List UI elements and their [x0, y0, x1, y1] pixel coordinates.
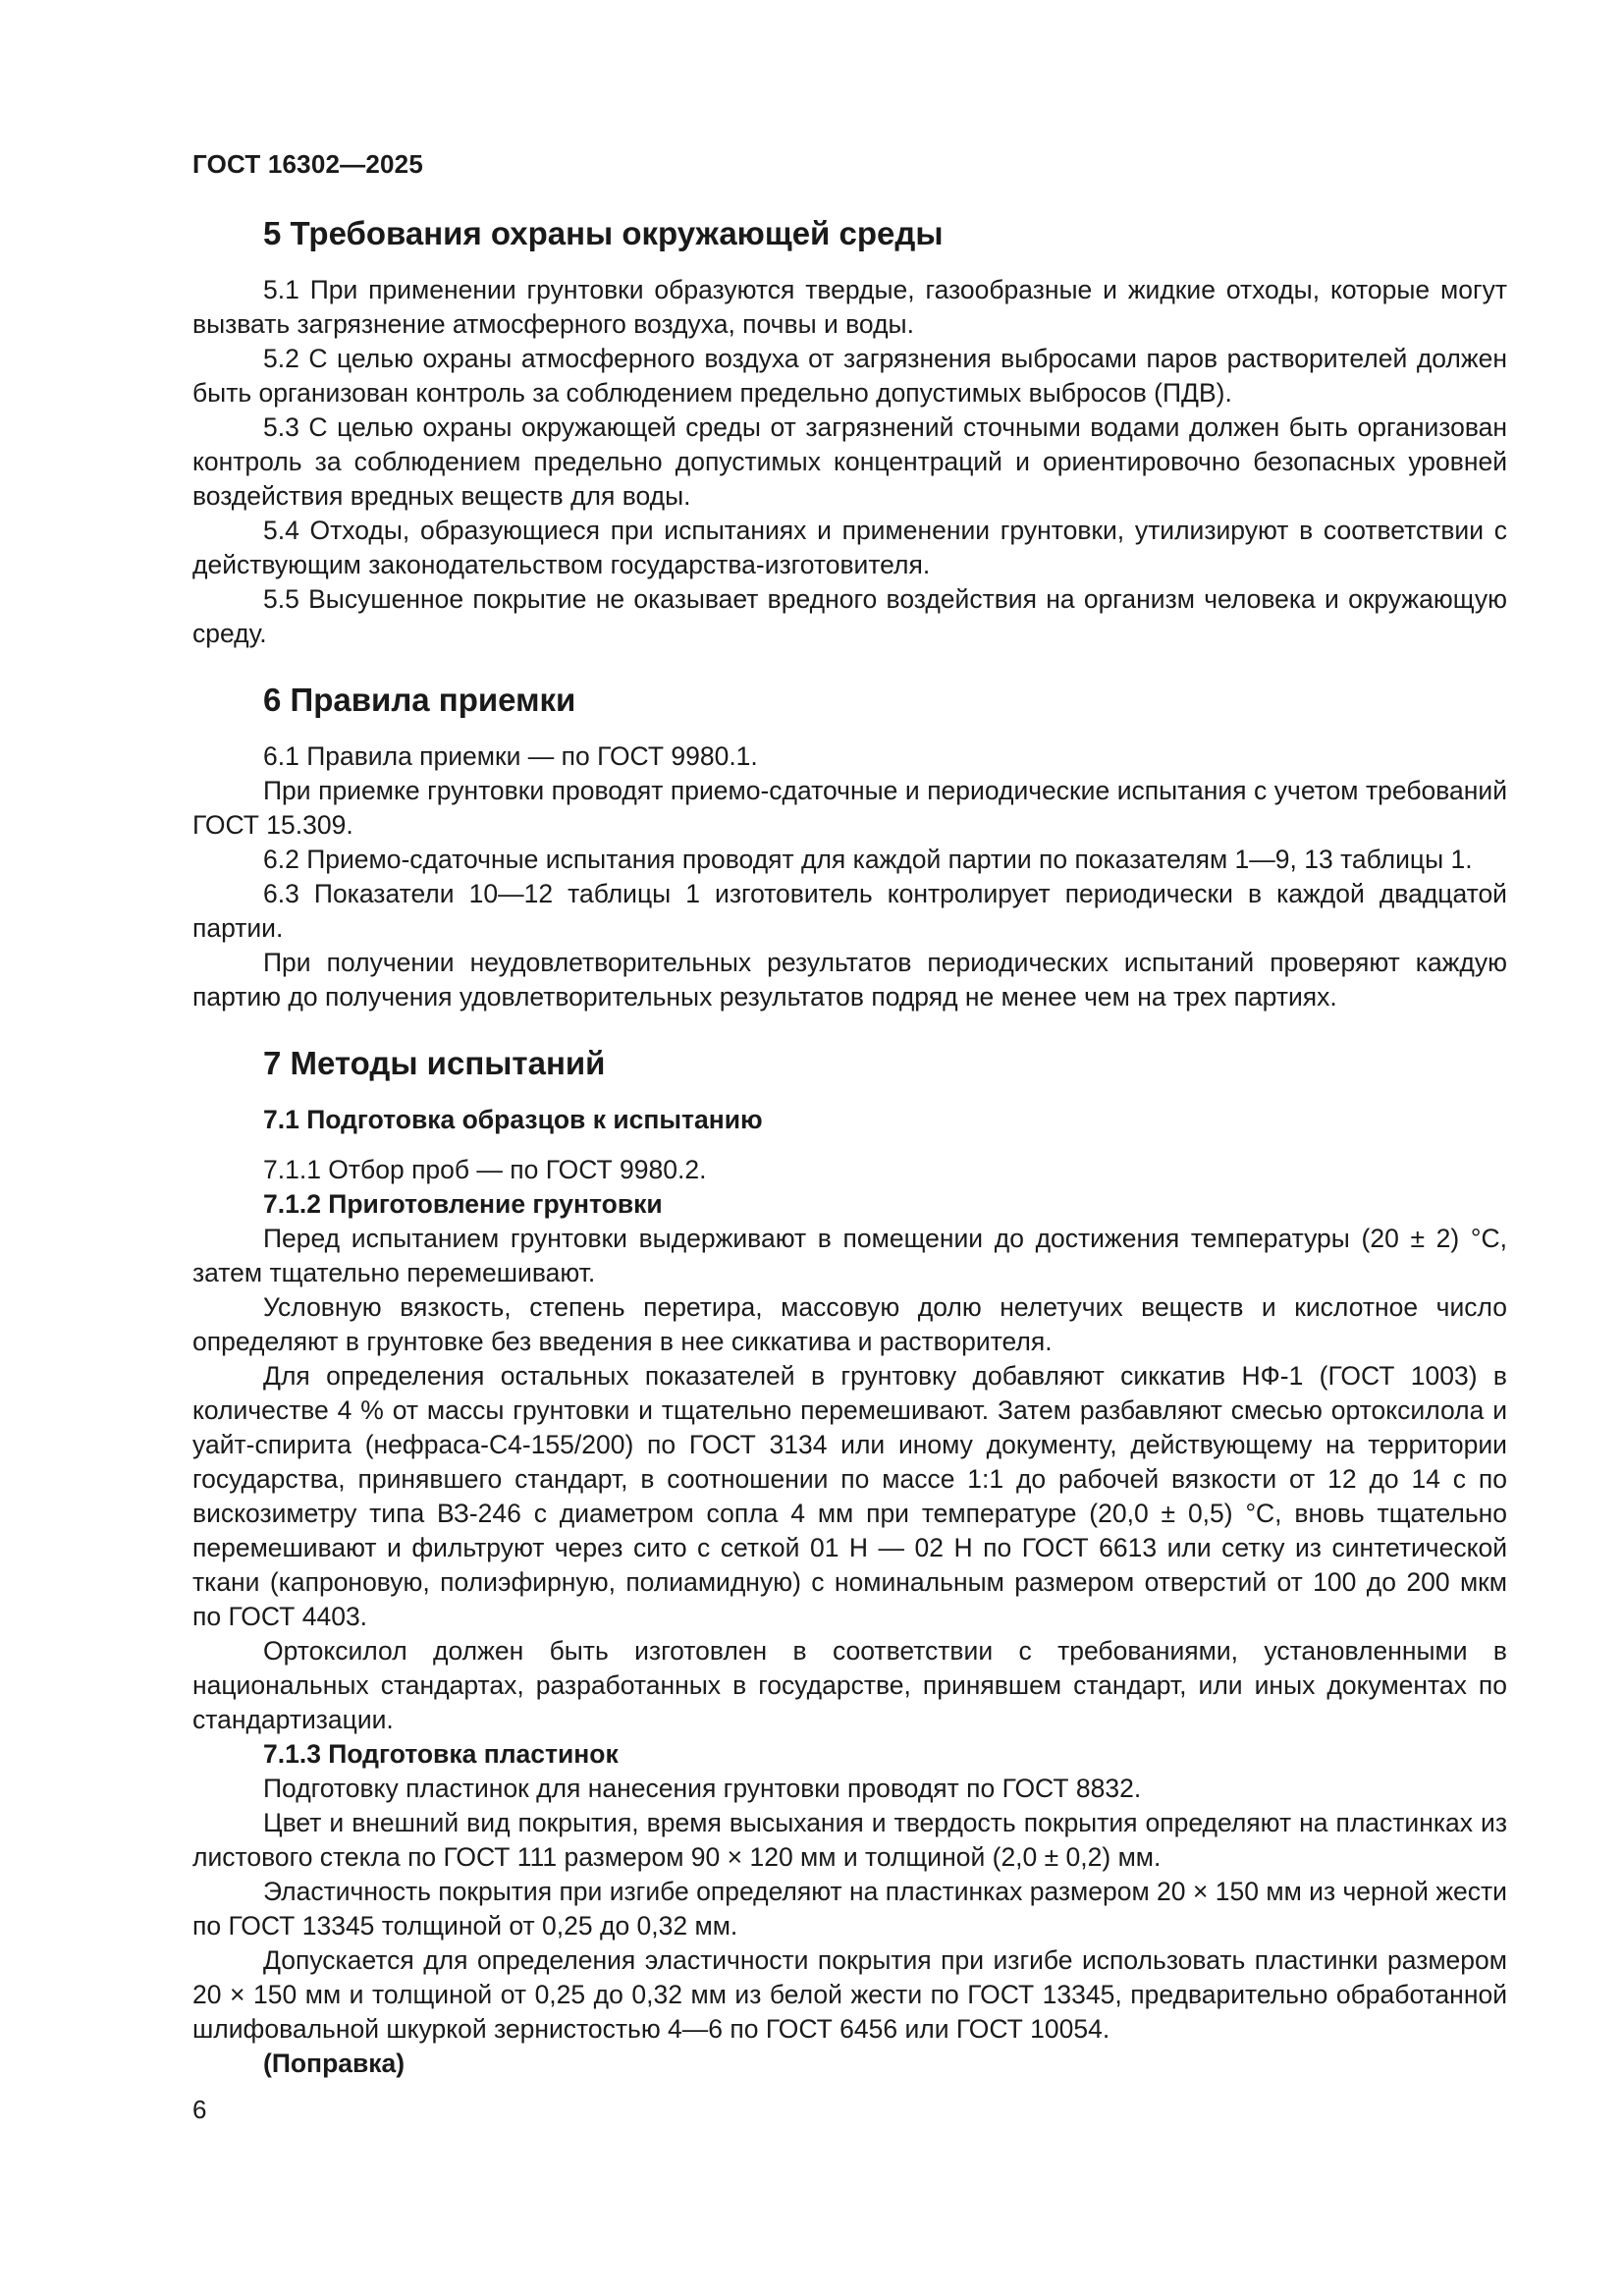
paragraph-5-2: 5.2 С целью охраны атмосферного воздуха от загрязнения выбросами паров растворителей должен быть организован контроль за соблюдением предельно допустимых выбросов (ПДВ).	[192, 344, 1507, 408]
paragraph-6-3-cont: При получении неудовлетворительных результатов периодических испытаний проверяют каждую партию до получения удовлетворительных результатов подряд не менее чем на трех партиях.	[192, 948, 1507, 1011]
paragraph-7-1-3-d: Допускается для определения эластичности покрытия при изгибе использовать пластинки размером 20 × 150 мм и толщиной от 0,25 до 0,32 мм из белой жести по ГОСТ 13345, предварительно обработанной шлифовальной шкуркой зернистостью 4—6 по ГОСТ 6456 или ГОСТ 10054.	[192, 1945, 1507, 2044]
paragraph-7-1-2-a: Перед испытанием грунтовки выдерживают в помещении до достижения температуры (20 ± 2) °С, затем тщательно перемешивают.	[192, 1224, 1507, 1287]
paragraph-6-1-cont: При приемке грунтовки проводят приемо-сдаточные и периодические испытания с учетом требований ГОСТ 15.309.	[192, 776, 1507, 840]
paragraph-6-2: 6.2 Приемо-сдаточные испытания проводят для каждой партии по показателям 1—9, 13 таблицы 1.	[263, 845, 1473, 874]
subsection-7-1-title: 7.1 Подготовка образцов к испытанию	[263, 1105, 763, 1134]
paragraph-7-1-2-b: Условную вязкость, степень перетира, массовую долю нелетучих веществ и кислотное число определяют в грунтовке без введения в нее сиккатива и растворителя.	[192, 1292, 1507, 1356]
paragraph-5-1: 5.1 При применении грунтовки образуются твердые, газообразные и жидкие отходы, которые могут вызвать загрязнение атмосферного воздуха, почвы и воды.	[192, 275, 1507, 339]
subsection-7-1-3-title: 7.1.3 Подготовка пластинок	[263, 1739, 619, 1769]
page-number: 6	[192, 2095, 207, 2124]
section-6-title: 6 Правила приемки	[263, 682, 576, 718]
document-body	[192, 214, 1507, 2081]
paragraph-7-1-2-d: Ортоксилол должен быть изготовлен в соответствии с требованиями, установленными в национальных стандартах, разработанных в государстве, принявшем стандарт, или иных документах по стандартизации.	[192, 1636, 1507, 1734]
paragraph-7-1-1: 7.1.1 Отбор проб — по ГОСТ 9980.2.	[263, 1155, 707, 1184]
section-5-title: 5 Требования охраны окружающей среды	[263, 215, 944, 251]
paragraph-7-1-3-b: Цвет и внешний вид покрытия, время высыхания и твердость покрытия определяют на пластинках из листового стекла по ГОСТ 111 размером 90 × 120 мм и толщиной (2,0 ± 0,2) мм.	[192, 1808, 1507, 1872]
paragraph-5-5: 5.5 Высушенное покрытие не оказывает вредного воздействия на организм человека и окружающую среду.	[192, 584, 1507, 648]
paragraph-7-1-3-c: Эластичность покрытия при изгибе определяют на пластинках размером 20 × 150 мм из черной жести по ГОСТ 13345 толщиной от 0,25 до 0,32 мм.	[192, 1877, 1507, 1941]
paragraph-6-3: 6.3 Показатели 10—12 таблицы 1 изготовитель контролирует периодически в каждой двадцатой партии.	[192, 879, 1507, 943]
paragraph-7-1-3-a: Подготовку пластинок для нанесения грунтовки проводят по ГОСТ 8832.	[263, 1774, 1142, 1803]
paragraph-5-4: 5.4 Отходы, образующиеся при испытаниях и применении грунтовки, утилизируют в соответствии с действующим законодательством государства-изготовителя.	[192, 516, 1507, 579]
subsection-7-1-2-title: 7.1.2 Приготовление грунтовки	[263, 1189, 663, 1219]
amendment-note: (Поправка)	[263, 2049, 406, 2078]
paragraph-6-1: 6.1 Правила приемки — по ГОСТ 9980.1.	[263, 741, 758, 771]
paragraph-5-3: 5.3 С целью охраны окружающей среды от загрязнений сточными водами должен быть организован контроль за соблюдением предельно допустимых концентраций и ориентировочно безопасных уровней воздействия вредных веществ для воды.	[192, 412, 1507, 511]
document-header: ГОСТ 16302—2025	[192, 149, 423, 179]
section-7-title: 7 Методы испытаний	[263, 1045, 606, 1081]
paragraph-7-1-2-c: Для определения остальных показателей в грунтовку добавляют сиккатив НФ-1 (ГОСТ 1003) в количестве 4 % от массы грунтовки и тщательно перемешивают. Затем разбавляют смесью ортоксилола и уайт-спирита (нефраса-С4-155/200) по ГОСТ 3134 или иному документу, действующему на территории государства, принявшего стандарт, в соотношении по массе 1:1 до рабочей вязкости от 12 до 14 с по вискозиметру типа ВЗ-246 с диаметром сопла 4 мм при температуре (20,0 ± 0,5) °С, вновь тщательно перемешивают и фильтруют через сито с сеткой 01 Н — 02 Н по ГОСТ 6613 или сетку из синтетической ткани (капроновую, полиэфирную, полиамидную) с номинальным размером отверстий от 100 до 200 мкм по ГОСТ 4403.	[192, 1361, 1507, 1631]
